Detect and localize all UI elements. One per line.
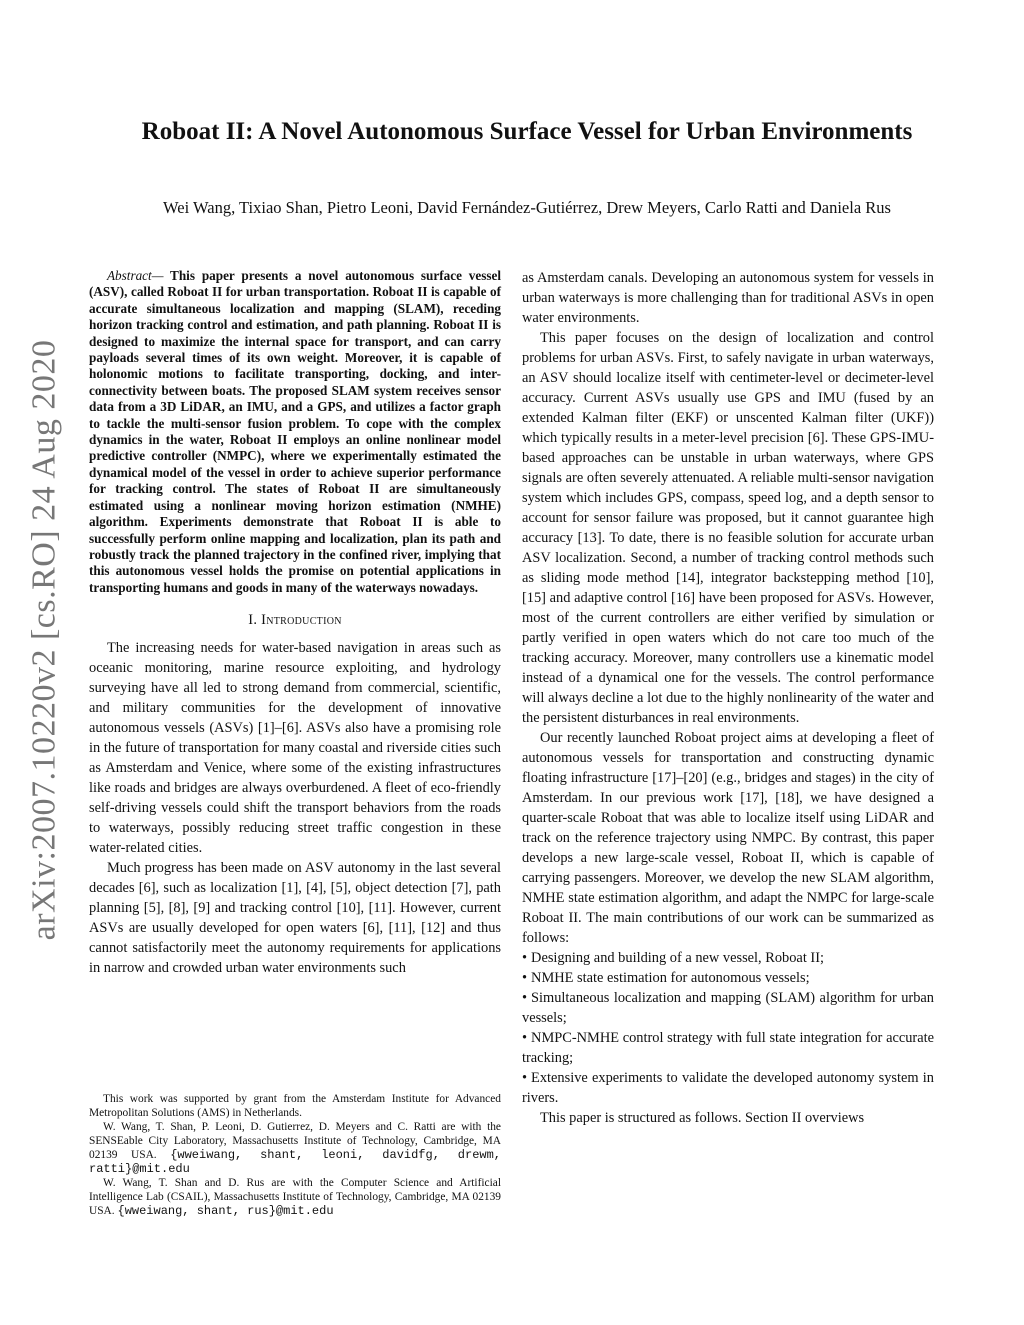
bullet-icon: • bbox=[522, 1030, 528, 1046]
arxiv-identifier: arXiv:2007.10220v2 [cs.RO] 24 Aug 2020 bbox=[25, 339, 62, 941]
section-heading-introduction: I. Introduction bbox=[248, 612, 342, 629]
bullet-icon: • bbox=[522, 970, 528, 986]
paper-title: Roboat II: A Novel Autonomous Surface Vessel for Urban Environments bbox=[141, 118, 913, 145]
intro-paragraph-4: This paper focuses on the design of localization and control problems for urban ASVs. First, to safely navigate in urban waterways, an ASV should localize itself with centimeter-level or decimeter-level accuracy. Current ASVs usually use GPS and IMU (fused by an extended Kalman filter (EKF) or unscented Kalman filter (UKF)) which typically results in a meter-level precision [6]. These GPS-IMU-based approaches can be unstable in urban waterways, where GPS signals are often severely attenuated. A reliable multi-sensor navigation system which includes GPS, compass, speed log, and a depth sensor to account for sensor failure was proposed, but it cannot guarantee high accuracy [13]. To date, there is no feasible solution for accurate urban ASV localization. Second, a number of tracking control methods such as sliding mode method [14], integrator backstepping method [10], [15] and adaptive control [16] have been proposed for ASVs. However, most of the current controllers are either verified by simulation or partly verified in open waters which do not care too much of the tracking accuracy. Moreover, many controllers use a kinematic model instead of a dynamical one for the vessels. The control performance will always decline a lot due to the highly nonlinearity of the water and the persistent disturbances in real environments. bbox=[522, 330, 934, 726]
contribution-item: • Simultaneous localization and mapping (SLAM) algorithm for urban vessels; bbox=[522, 990, 934, 1026]
contribution-item: • Designing and building of a new vessel, Roboat II; bbox=[522, 950, 825, 966]
footnote-affiliation-csail: W. Wang, T. Shan and D. Rus are with the Computer Science and Artificial Intelligence Lab (CSAIL), Massachusetts Institute of Technology, Cambridge, MA 02139 USA. {wweiwang, shant, rus}@mit.edu bbox=[89, 1177, 501, 1218]
intro-paragraph-3: as Amsterdam canals. Developing an autonomous system for vessels in urban waterways is more challenging than for traditional ASVs in open water environments. bbox=[522, 270, 934, 326]
bullet-icon: • bbox=[522, 1070, 528, 1086]
author-list: Wei Wang, Tixiao Shan, Pietro Leoni, David Fernández-Gutiérrez, Drew Meyers, Carlo Ratti and Daniela Rus bbox=[163, 198, 891, 217]
email-senseable: {wweiwang, shant, leoni, davidfg, drewm, ratti}@mit.edu bbox=[89, 1148, 501, 1176]
email-csail: {wweiwang, shant, rus}@mit.edu bbox=[117, 1204, 334, 1218]
bullet-icon: • bbox=[522, 950, 528, 966]
bullet-icon: • bbox=[522, 990, 528, 1006]
footnote-funding: This work was supported by grant from the Amsterdam Institute for Advanced Metropolitan Solutions (AMS) in Netherlands. bbox=[89, 1093, 501, 1119]
intro-paragraph-5: Our recently launched Roboat project aims at developing a fleet of autonomous vessels for transportation and constructing dynamic floating infrastructure [17]–[20] (e.g., bridges and stages) in the city of Amsterdam. In our previous work [17], [18], we have designed a quarter-scale Roboat that was able to localize itself using LiDAR and track on the reference trajectory using NMPC. By contrast, this paper develops a new large-scale vessel, Roboat II, which is capable of carrying passengers. Moreover, we develop the new SLAM algorithm, NMHE state estimation algorithm, and adapt the NMPC for large-scale Roboat II. The main contributions of our work can be summarized as follows: bbox=[522, 730, 934, 946]
arxiv-identifier-stamp bbox=[16, 295, 72, 985]
abstract-text: This paper presents a novel autonomous surface vessel (ASV), called Roboat II for urban transportation. Roboat II is capable of accurate simultaneous localization and mapping (SLAM), receding horizon tracking control and estimation, and path planning. Roboat II is designed to maximize the internal space for transport, and can carry payloads several times of its own weight. Moreover, it is capable of holonomic motions to facilitate transporting, docking, and inter-connectivity between boats. The proposed SLAM system receives sensor data from a 3D LiDAR, an IMU, and a GPS, and utilizes a factor graph to tackle the multi-sensor fusion problem. To cope with the complex dynamics in the water, Roboat II employs an online nonlinear model predictive controller (NMPC), where we experimentally estimated the dynamical model of the vessel in order to achieve superior performance for tracking control. The states of Roboat II are simultaneously estimated using a nonlinear moving horizon estimation (NMHE) algorithm. Experiments demonstrate that Roboat II is able to successfully perform online mapping and localization, plan its path and robustly track the planned trajectory in the confined river, implying that this autonomous vessel holds the promise on potential applications in transporting humans and goods in many of the waterways nowadays. bbox=[89, 268, 502, 595]
contribution-item: • Extensive experiments to validate the developed autonomy system in rivers. bbox=[522, 1070, 934, 1106]
footnotes bbox=[89, 1092, 501, 1218]
intro-paragraph-1: The increasing needs for water-based navigation in areas such as oceanic monitoring, marine resource exploiting, and hydrology surveying have all led to strong demand from commercial, scientific, and military communities for the development of innovative autonomous vessels (ASVs) [1]–[6]. ASVs also have a promising role in the future of transportation for many coastal and riverside cities such as Amsterdam and Venice, where some of the existing infrastructures like roads and bridges are always overburdened. A fleet of eco-friendly self-driving vessels could shift the transport behaviors from the roads to waterways, possibly reducing street traffic congestion in these water-related cities. bbox=[89, 640, 501, 857]
contribution-item: • NMPC-NMHE control strategy with full state integration for accurate tracking; bbox=[522, 1030, 934, 1066]
left-column bbox=[89, 268, 501, 978]
abstract: Abstract— This paper presents a novel autonomous surface vessel (ASV), called Roboat II for urban transportation. Roboat II is capable of accurate simultaneous localization and mapping (SLAM), receding horizon tracking control and estimation, and path planning. Roboat II is designed to maximize the internal space for transport, and can carry payloads several times of its own weight. Moreover, it is capable of holonomic motions to facilitate transporting, docking, and inter-connectivity between boats. The proposed SLAM system receives sensor data from a 3D LiDAR, an IMU, and a GPS, and utilizes a factor graph to tackle the multi-sensor fusion problem. To cope with the complex dynamics in the water, Roboat II employs an online nonlinear model predictive controller (NMPC), where we experimentally estimated the dynamical model of the vessel in order to achieve superior performance for tracking control. The states of Roboat II are simultaneously estimated using a nonlinear moving horizon estimation (NMHE) algorithm. Experiments demonstrate that Roboat II is able to successfully perform online mapping and localization, plan its path and robustly track the planned trajectory in the confined river, implying that this autonomous vessel holds the promise on potential applications in transporting humans and goods in many of the waterways nowadays. bbox=[89, 268, 502, 595]
right-column bbox=[522, 268, 934, 1128]
abstract-label: Abstract bbox=[107, 268, 152, 283]
footnote-affiliation-senseable: W. Wang, T. Shan, P. Leoni, D. Gutierrez, D. Meyers and C. Ratti are with the SENSEable City Laboratory, Massachusetts Institute of Technology, Cambridge, MA 02139 USA. {wweiwang, shant, leoni, davidfg, drewm, ratti}@mit.edu bbox=[89, 1121, 501, 1176]
intro-paragraph-2: Much progress has been made on ASV autonomy in the last several decades [6], such as localization [1], [4], [5], object detection [7], path planning [5], [8], [9] and tracking control [10], [11]. However, current ASVs are usually developed for open waters [6], [11], [12] and thus cannot satisfactorily meet the autonomy requirements for applications in narrow and crowded urban water environments such bbox=[89, 860, 501, 977]
contribution-item: • NMHE state estimation for autonomous vessels; bbox=[522, 970, 810, 986]
contributions-list bbox=[522, 948, 934, 1108]
intro-paragraph-6: This paper is structured as follows. Section II overviews bbox=[540, 1110, 865, 1126]
